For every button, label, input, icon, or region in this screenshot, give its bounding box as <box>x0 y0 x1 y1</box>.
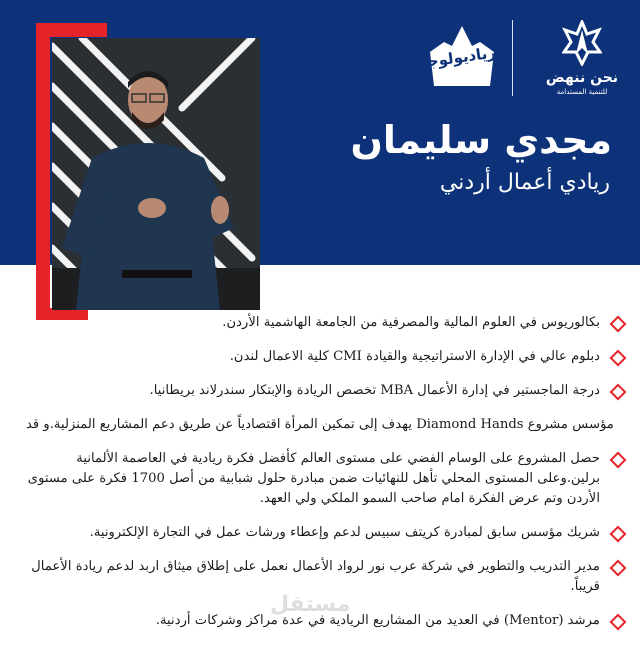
list-item-text: مدير التدريب والتطوير في شركة عرب نور لرواد الأعمال نعمل على إطلاق ميثاق اربد لدعم ريادة الأعمال قريباً. <box>31 559 600 594</box>
list-item-text: مؤسس مشروع Diamond Hands يهدف إلى تمكين المرأة اقتصادياً عن طريق دعم المشاريع المنزلية.و قد <box>25 417 614 432</box>
list-item-text: درجة الماجستير في إدارة الأعمال MBA تخصص الريادة والإبتكار سندرلاند بريطانيا. <box>149 383 600 398</box>
diamond-bullet-icon <box>610 526 627 543</box>
diamond-bullet-icon <box>610 350 627 367</box>
riyadology-text: رياديولوجي <box>411 43 497 73</box>
list-item <box>14 523 626 543</box>
watermark: مستقل <box>270 592 351 617</box>
diamond-bullet-icon <box>610 560 627 577</box>
logo-divider <box>512 20 513 96</box>
logo-group <box>411 18 622 98</box>
diamond-bullet-icon <box>610 614 627 631</box>
list-item-text: مرشد (Mentor) في العديد من المشاريع الريادية في عدة مراكز وشركات أردنية. <box>155 613 600 628</box>
naht-logo <box>542 18 622 98</box>
list-item <box>14 381 626 401</box>
speaker-photo <box>52 38 260 310</box>
red-frame-accent-top <box>36 23 107 37</box>
person-name: مجدي سليمان <box>350 118 612 162</box>
riyadology-logo <box>411 24 502 94</box>
diamond-bullet-icon <box>610 384 627 401</box>
list-item-text: دبلوم عالي في الإدارة الاستراتيجية والقيادة CMI كلية الاعمال لندن. <box>229 349 600 364</box>
list-item <box>14 557 626 597</box>
list-item <box>14 347 626 367</box>
list-item-text: بكالوريوس في العلوم المالية والمصرفية من الجامعة الهاشمية الأردن. <box>222 315 600 330</box>
star-gear-icon <box>562 20 602 66</box>
person-role: ريادي أعمال أردني <box>439 170 610 195</box>
list-item <box>14 415 626 435</box>
list-item-text: شريك مؤسس سابق لمبادرة كريتف سبيس لدعم وإعطاء ورشات عمل في التجارة الإلكترونية. <box>89 525 600 540</box>
diamond-bullet-icon <box>610 316 627 333</box>
red-frame-accent <box>36 23 50 320</box>
org-title: نحن ننهض <box>545 70 619 86</box>
list-item <box>14 449 626 509</box>
list-item-text: حصل المشروع على الوسام الفضي على مستوى العالم كأفضل فكرة ريادية في العاصمة الألمانية برلين.وعلى المستوى المحلي تأهل للنهائيات ضمن مبادرة حلول شبابية من أصل 1700 فكرة على مستوى الأردن وتم عرض الفكرة امام صاحب السمو الملكي ولي العهد. <box>27 451 600 506</box>
org-subtitle: للتنمية المستدامة <box>556 88 608 96</box>
diamond-bullet-icon <box>610 452 627 469</box>
list-item <box>14 313 626 333</box>
